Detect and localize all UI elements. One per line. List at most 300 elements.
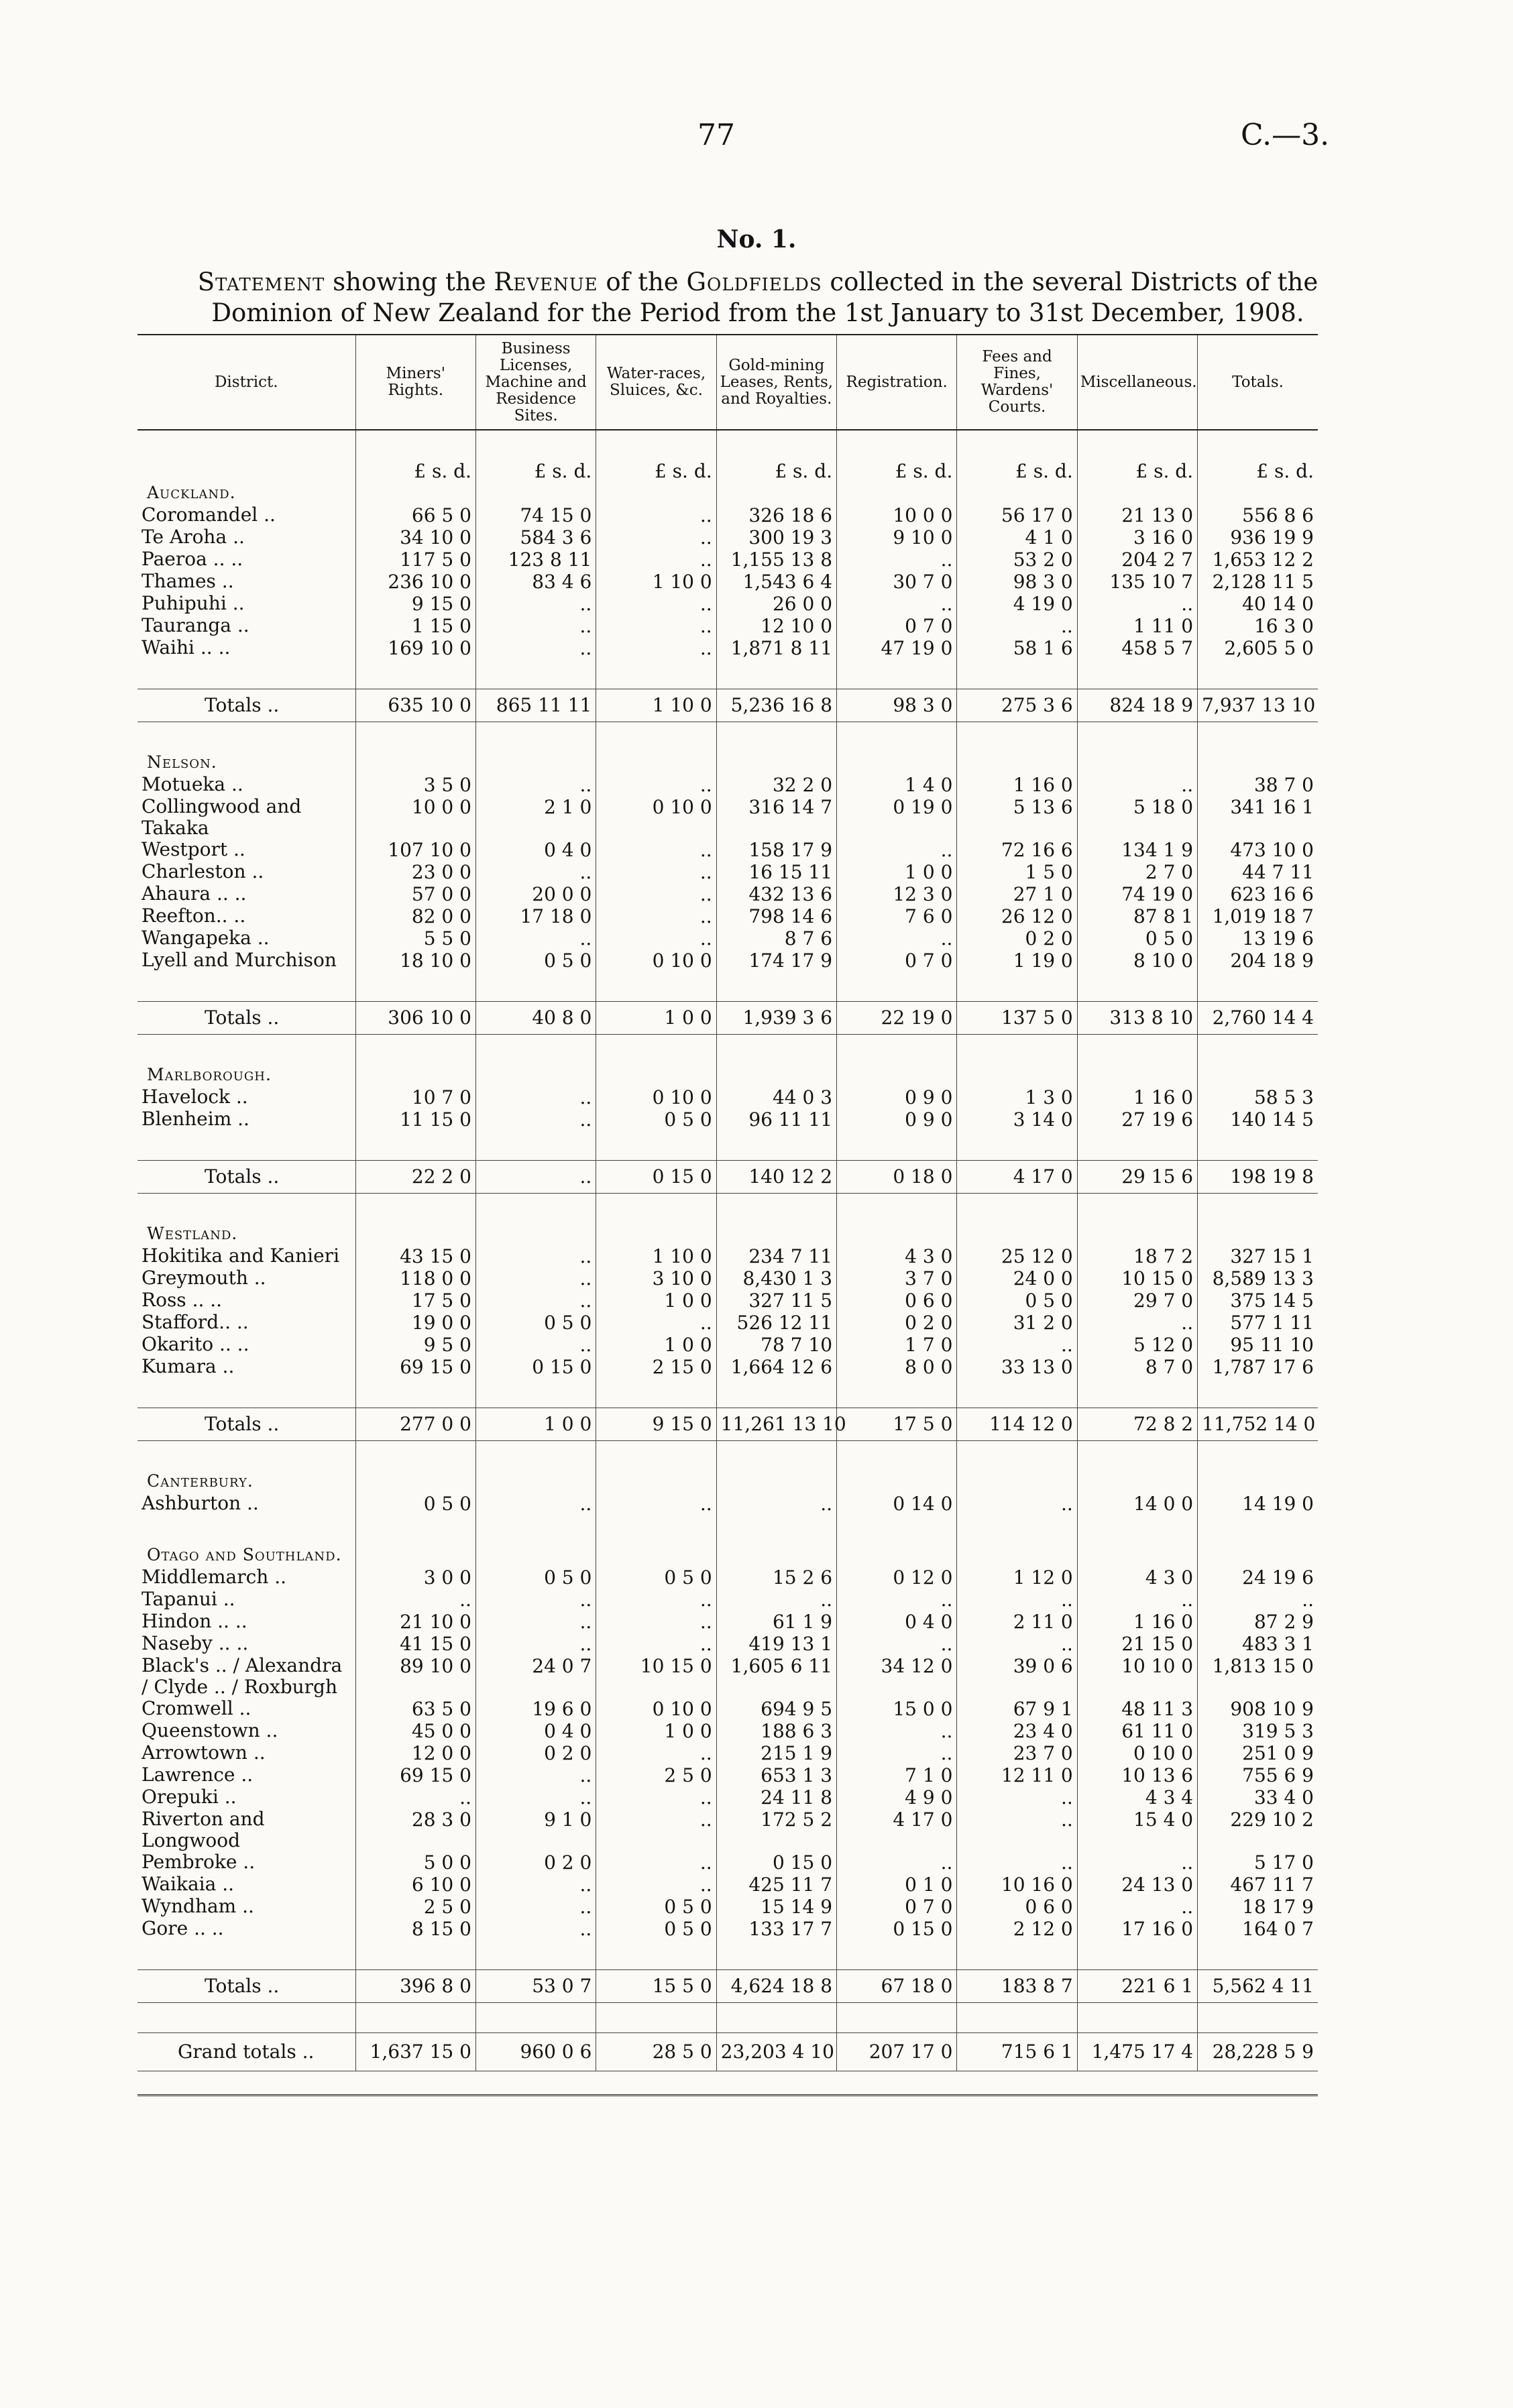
amount-cell	[837, 1223, 957, 1245]
amount-cell: 5 17 0	[1253, 1851, 1314, 1874]
amount-cell: 69 15 0	[355, 1356, 475, 1378]
amount-cell: ..	[475, 1633, 596, 1655]
amount-cell: 0 4 0	[837, 1611, 957, 1633]
table-row	[137, 796, 1318, 839]
amount-cell: ..	[355, 1589, 475, 1611]
column-header: Water-races, Sluices, &c.	[596, 335, 716, 430]
amount-cell: 198 19 8	[1198, 1161, 1318, 1194]
district-cell: Middlemarch ..	[137, 1566, 355, 1589]
bottom-rule	[137, 2094, 1318, 2096]
amount-cell	[837, 1471, 957, 1493]
amount-cell	[716, 1131, 836, 1161]
table-row	[137, 1086, 1318, 1108]
spacer-row	[137, 2003, 1318, 2033]
amount-cell: 21 15 0	[1077, 1633, 1197, 1655]
table-header-row	[137, 335, 1318, 430]
amount-cell	[957, 1223, 1077, 1245]
amount-cell	[716, 659, 836, 689]
amount-cell: ..	[596, 927, 716, 950]
amount-cell: 1,637 15 0	[355, 2033, 475, 2071]
table-row	[137, 1742, 1318, 1764]
district-cell	[137, 460, 355, 482]
amount-cell: 7,937 13 10	[1198, 689, 1318, 722]
amount-cell: 204 2 7	[1077, 549, 1197, 571]
amount-cell: 960 0 6	[475, 2033, 596, 2071]
amount-cell: 47 19 0	[837, 637, 957, 659]
district-cell: Okarito .. ..	[137, 1334, 355, 1356]
amount-cell	[957, 752, 1077, 774]
amount-cell: 1 16 0	[957, 774, 1077, 796]
amount-cell: 13 19 6	[1242, 927, 1314, 950]
amount-cell: 8,589 13 3	[1212, 1267, 1314, 1289]
amount-cell: 61 11 0	[1077, 1720, 1197, 1742]
amount-cell: 28 5 0	[596, 2033, 716, 2071]
amount-cell: 24 11 8	[716, 1786, 836, 1809]
amount-cell	[1077, 1471, 1197, 1493]
amount-cell: ..	[1077, 774, 1197, 796]
table-row	[137, 1809, 1318, 1851]
district-cell: Wyndham ..	[137, 1896, 355, 1918]
amount-cell: ..	[837, 1589, 957, 1611]
amount-cell: ..	[596, 637, 716, 659]
amount-cell: 11 15 0	[355, 1108, 475, 1131]
amount-cell: 58 1 6	[957, 637, 1077, 659]
amount-cell: ..	[837, 1851, 957, 1874]
table-row	[137, 1334, 1318, 1356]
spacer-row	[137, 1194, 1318, 1224]
amount-cell: 0 14 0	[837, 1493, 957, 1515]
table-row	[137, 1918, 1318, 1940]
amount-cell: 1 10 0	[596, 1245, 716, 1267]
amount-cell	[1077, 659, 1197, 689]
amount-cell: 1,155 13 8	[716, 549, 836, 571]
amount-cell: 20 0 0	[475, 883, 596, 905]
amount-cell: 207 17 0	[837, 2033, 957, 2071]
amount-cell	[596, 1035, 716, 1065]
amount-cell	[1198, 1378, 1318, 1408]
amount-cell: ..	[1077, 1312, 1197, 1334]
amount-cell	[1077, 1378, 1197, 1408]
amount-cell: 2 12 0	[957, 1918, 1077, 1940]
amount-cell: 19 0 0	[355, 1312, 475, 1334]
amount-cell	[355, 972, 475, 1002]
district-cell: Tauranga ..	[137, 615, 355, 637]
section-heading-row	[137, 1544, 1318, 1566]
amount-cell: 34 10 0	[355, 526, 475, 549]
amount-cell	[596, 1544, 716, 1566]
amount-cell: 3 0 0	[355, 1566, 475, 1589]
amount-cell	[355, 430, 475, 460]
amount-cell: ..	[475, 1589, 596, 1611]
amount-cell: 1,543 6 4	[716, 571, 836, 593]
amount-cell: 0 7 0	[837, 1896, 957, 1918]
amount-cell: 9 15 0	[596, 1408, 716, 1441]
district-cell: Westland.	[137, 1223, 355, 1245]
spacer-row	[137, 1035, 1318, 1065]
amount-cell	[475, 482, 596, 504]
amount-cell: 0 5 0	[355, 1493, 475, 1515]
amount-cell: 1,653 12 2	[1212, 549, 1314, 571]
amount-cell	[355, 1131, 475, 1161]
amount-cell: 0 6 0	[957, 1896, 1077, 1918]
amount-cell: 25 12 0	[957, 1245, 1077, 1267]
amount-cell: 83 4 6	[475, 571, 596, 593]
amount-cell: ..	[596, 1786, 716, 1809]
district-cell: Wangapeka ..	[137, 927, 355, 950]
amount-cell	[1077, 1940, 1197, 1970]
district-cell: Reefton.. ..	[137, 905, 355, 927]
amount-cell: 0 2 0	[837, 1312, 957, 1334]
amount-cell: 2,605 5 0	[1224, 637, 1314, 659]
district-cell: Totals ..	[137, 1161, 355, 1194]
amount-cell	[716, 1035, 836, 1065]
amount-cell: £ s. d.	[716, 460, 836, 482]
amount-cell: 0 10 0	[596, 796, 716, 839]
amount-cell: 0 19 0	[837, 796, 957, 839]
grand-totals-row	[137, 2033, 1318, 2071]
amount-cell: 2 11 0	[957, 1611, 1077, 1633]
amount-cell	[596, 2003, 716, 2033]
amount-cell: ..	[475, 1918, 596, 1940]
amount-cell: 1 15 0	[355, 615, 475, 637]
amount-cell: ..	[957, 1493, 1077, 1515]
amount-cell: 4 3 0	[1077, 1566, 1197, 1589]
amount-cell	[1198, 1131, 1318, 1161]
amount-cell	[1198, 1515, 1318, 1544]
amount-cell	[1077, 482, 1197, 504]
amount-cell: 53 0 7	[475, 1970, 596, 2003]
amount-cell: 0 9 0	[837, 1108, 957, 1131]
amount-cell: 635 10 0	[355, 689, 475, 722]
amount-cell: 1 0 0	[596, 1720, 716, 1742]
amount-cell: 473 10 0	[1230, 839, 1314, 861]
district-cell: Arrowtown ..	[137, 1742, 355, 1764]
district-cell: Otago and Southland.	[137, 1544, 355, 1566]
district-cell: Orepuki ..	[137, 1786, 355, 1809]
amount-cell	[596, 482, 716, 504]
amount-cell: 118 0 0	[355, 1267, 475, 1289]
amount-cell	[837, 430, 957, 460]
district-cell: Paeroa .. ..	[137, 549, 355, 571]
amount-cell: 5 18 0	[1077, 796, 1197, 839]
amount-cell: 0 2 0	[475, 1742, 596, 1764]
district-cell	[137, 1378, 355, 1408]
amount-cell: 23 7 0	[957, 1742, 1077, 1764]
district-cell	[137, 1441, 355, 1471]
table-row	[137, 1289, 1318, 1312]
amount-cell: 18 17 9	[1242, 1896, 1314, 1918]
amount-cell: 1 11 0	[1077, 615, 1197, 637]
table-row	[137, 615, 1318, 637]
amount-cell: ..	[475, 637, 596, 659]
amount-cell	[957, 482, 1077, 504]
amount-cell: 10 16 0	[957, 1874, 1077, 1896]
amount-cell: ..	[957, 1786, 1077, 1809]
amount-cell: 653 1 3	[716, 1764, 836, 1786]
amount-cell: 123 8 11	[475, 549, 596, 571]
district-cell: Lawrence ..	[137, 1764, 355, 1786]
amount-cell: ..	[1077, 1851, 1197, 1874]
amount-cell: 135 10 7	[1077, 571, 1197, 593]
amount-cell	[716, 2003, 836, 2033]
column-header: Gold-mining Leases, Rents, and Royalties.	[716, 335, 836, 430]
title-word-revenue: Revenue	[494, 268, 598, 296]
district-cell: Nelson.	[137, 752, 355, 774]
district-cell: Te Aroha ..	[137, 526, 355, 549]
amount-cell: 1,019 18 7	[1212, 905, 1314, 927]
amount-cell: ..	[475, 1874, 596, 1896]
district-cell: Hindon .. ..	[137, 1611, 355, 1633]
amount-cell: 17 18 0	[475, 905, 596, 927]
amount-cell	[475, 2003, 596, 2033]
table-row	[137, 1611, 1318, 1633]
amount-cell: 432 13 6	[716, 883, 836, 905]
amount-cell: 7 1 0	[837, 1764, 957, 1786]
amount-cell: 0 5 0	[596, 1108, 716, 1131]
district-cell: Westport ..	[137, 839, 355, 861]
amount-cell: 23 0 0	[355, 861, 475, 883]
amount-cell: 18 7 2	[1077, 1245, 1197, 1267]
amount-cell	[475, 752, 596, 774]
amount-cell: 14 0 0	[1077, 1493, 1197, 1515]
amount-cell	[596, 1194, 716, 1224]
amount-cell: ..	[837, 839, 957, 861]
amount-cell	[355, 482, 475, 504]
amount-cell	[716, 1471, 836, 1493]
amount-cell: 28 3 0	[355, 1809, 475, 1851]
amount-cell: 10 0 0	[837, 504, 957, 526]
column-header: District.	[137, 335, 355, 430]
amount-cell: ..	[716, 1493, 836, 1515]
amount-cell: 9 1 0	[475, 1809, 596, 1851]
amount-cell: 623 16 6	[1230, 883, 1314, 905]
amount-cell	[837, 1064, 957, 1086]
amount-cell: 1,605 6 11	[716, 1655, 836, 1698]
district-cell: Havelock ..	[137, 1086, 355, 1108]
amount-cell: £ s. d.	[1077, 460, 1197, 482]
amount-cell: 82 0 0	[355, 905, 475, 927]
amount-cell: 32 2 0	[716, 774, 836, 796]
amount-cell: 1 0 0	[837, 861, 957, 883]
district-cell: Totals ..	[137, 1002, 355, 1035]
amount-cell	[596, 1441, 716, 1471]
amount-cell: ..	[837, 549, 957, 571]
amount-cell	[355, 1515, 475, 1544]
amount-cell: ..	[837, 593, 957, 615]
amount-cell: 1 4 0	[837, 774, 957, 796]
district-cell: Collingwood and Takaka	[137, 796, 355, 839]
amount-cell: ..	[957, 1851, 1077, 1874]
district-cell: Ross .. ..	[137, 1289, 355, 1312]
amount-cell: ..	[837, 1720, 957, 1742]
amount-cell: ..	[596, 905, 716, 927]
amount-cell	[475, 1441, 596, 1471]
amount-cell: £ s. d.	[837, 460, 957, 482]
amount-cell: 24 19 6	[1242, 1566, 1314, 1589]
statement-title	[137, 267, 1378, 329]
table-row	[137, 1589, 1318, 1611]
amount-cell	[1077, 1515, 1197, 1544]
amount-cell: 9 10 0	[837, 526, 957, 549]
amount-cell: ..	[475, 927, 596, 950]
amount-cell	[957, 430, 1077, 460]
amount-cell: 158 17 9	[716, 839, 836, 861]
table-row	[137, 637, 1318, 659]
amount-cell: 824 18 9	[1077, 689, 1197, 722]
amount-cell: 15 0 0	[837, 1698, 957, 1720]
amount-cell: 2 1 0	[475, 796, 596, 839]
amount-cell	[475, 1544, 596, 1566]
amount-cell: 188 6 3	[716, 1720, 836, 1742]
amount-cell: 0 7 0	[837, 950, 957, 972]
amount-cell: ..	[475, 1161, 596, 1194]
district-cell: Naseby .. ..	[137, 1633, 355, 1655]
amount-cell: ..	[475, 774, 596, 796]
column-header: Registration.	[837, 335, 957, 430]
district-cell: Ahaura .. ..	[137, 883, 355, 905]
district-cell: Totals ..	[137, 689, 355, 722]
district-cell	[137, 722, 355, 752]
amount-cell: 61 1 9	[716, 1611, 836, 1633]
amount-cell	[1077, 2003, 1197, 2033]
amount-cell: 306 10 0	[355, 1002, 475, 1035]
amount-cell: 12 3 0	[837, 883, 957, 905]
title-text-2: of the	[598, 268, 687, 296]
amount-cell: 23,203 4 10	[716, 2033, 836, 2071]
table-row	[137, 861, 1318, 883]
amount-cell: 5,236 16 8	[716, 689, 836, 722]
table-row	[137, 905, 1318, 927]
column-header: Fees and Fines, Wardens' Courts.	[957, 335, 1077, 430]
amount-cell: 341 16 1	[1230, 796, 1314, 818]
amount-cell: 1,787 17 6	[1212, 1356, 1314, 1378]
amount-cell: 14 19 0	[1242, 1493, 1314, 1515]
amount-cell: 0 15 0	[475, 1356, 596, 1378]
amount-cell	[1198, 1940, 1318, 1970]
amount-cell: 2 15 0	[596, 1356, 716, 1378]
amount-cell: 133 17 7	[716, 1918, 836, 1940]
amount-cell: 0 18 0	[837, 1161, 957, 1194]
amount-cell	[957, 1035, 1077, 1065]
amount-cell: ..	[596, 774, 716, 796]
district-cell: Pembroke ..	[137, 1851, 355, 1874]
amount-cell: 4 3 0	[837, 1245, 957, 1267]
amount-cell	[1198, 1064, 1318, 1086]
amount-cell: 4 3 4	[1077, 1786, 1197, 1809]
amount-cell: 1 0 0	[596, 1334, 716, 1356]
district-cell: Waikaia ..	[137, 1874, 355, 1896]
amount-cell	[1077, 1064, 1197, 1086]
amount-cell: 0 1 0	[837, 1874, 957, 1896]
section-heading-row	[137, 1223, 1318, 1245]
amount-cell: 172 5 2	[716, 1809, 836, 1851]
amount-cell: £ s. d.	[596, 460, 716, 482]
amount-cell	[1077, 722, 1197, 752]
amount-cell: 458 5 7	[1077, 637, 1197, 659]
amount-cell: 526 12 11	[716, 1312, 836, 1334]
table-row	[137, 526, 1318, 549]
district-cell: Auckland.	[137, 482, 355, 504]
amount-cell: 0 5 0	[596, 1918, 716, 1940]
amount-cell	[837, 659, 957, 689]
amount-cell	[596, 722, 716, 752]
column-header: Totals.	[1198, 335, 1318, 430]
amount-cell: 38 7 0	[1253, 774, 1314, 796]
amount-cell	[596, 1378, 716, 1408]
district-cell: Black's .. / Alexandra / Clyde .. / Roxburgh	[137, 1655, 355, 1698]
section-totals-row	[137, 1161, 1318, 1194]
amount-cell: 0 15 0	[596, 1161, 716, 1194]
amount-cell	[355, 1940, 475, 1970]
amount-cell: ..	[475, 1245, 596, 1267]
amount-cell: 3 16 0	[1077, 526, 1197, 549]
amount-cell: 0 5 0	[1077, 927, 1197, 950]
amount-cell	[957, 972, 1077, 1002]
amount-cell	[716, 1064, 836, 1086]
amount-cell	[957, 1441, 1077, 1471]
amount-cell: 74 19 0	[1077, 883, 1197, 905]
amount-cell: ..	[596, 504, 716, 526]
amount-cell	[957, 1544, 1077, 1566]
title-word-statement: Statement	[197, 268, 325, 296]
amount-cell: 1,813 15 0	[1212, 1655, 1314, 1677]
amount-cell: ..	[1077, 1589, 1197, 1611]
amount-cell	[1198, 430, 1318, 460]
amount-cell: 277 0 0	[355, 1408, 475, 1441]
amount-cell: 313 8 10	[1077, 1002, 1197, 1035]
amount-cell: 33 13 0	[957, 1356, 1077, 1378]
amount-cell: 327 15 1	[1230, 1245, 1314, 1267]
amount-cell	[475, 1131, 596, 1161]
amount-cell	[957, 659, 1077, 689]
amount-cell: 56 17 0	[957, 504, 1077, 526]
column-header: Business Licenses, Machine and Residence Sites.	[475, 335, 596, 430]
amount-cell	[475, 1471, 596, 1493]
amount-cell	[475, 1378, 596, 1408]
amount-cell: 98 3 0	[957, 571, 1077, 593]
amount-cell	[716, 1194, 836, 1224]
amount-cell: 27 1 0	[957, 883, 1077, 905]
amount-cell	[1198, 2003, 1318, 2033]
amount-cell: 183 8 7	[957, 1970, 1077, 2003]
amount-cell: 577 1 11	[1230, 1312, 1314, 1334]
amount-cell: 1,475 17 4	[1077, 2033, 1197, 2071]
amount-cell: 29 15 6	[1077, 1161, 1197, 1194]
district-cell	[137, 972, 355, 1002]
amount-cell: 27 19 6	[1077, 1108, 1197, 1131]
table-row	[137, 1764, 1318, 1786]
amount-cell: 72 8 2	[1077, 1408, 1197, 1441]
amount-cell: 5,562 4 11	[1198, 1970, 1318, 2003]
amount-cell: 34 12 0	[837, 1655, 957, 1698]
amount-cell	[1077, 430, 1197, 460]
amount-cell	[355, 659, 475, 689]
amount-cell	[596, 1064, 716, 1086]
district-cell: Kumara ..	[137, 1356, 355, 1378]
document-number: No. 1.	[716, 225, 797, 253]
amount-cell	[716, 972, 836, 1002]
amount-cell	[837, 1035, 957, 1065]
amount-cell: 1,871 8 11	[716, 637, 836, 659]
amount-cell: ..	[957, 1633, 1077, 1655]
table-row	[137, 1493, 1318, 1515]
amount-cell: 63 5 0	[355, 1698, 475, 1720]
amount-cell	[957, 1378, 1077, 1408]
amount-cell: 467 11 7	[1230, 1874, 1314, 1896]
amount-cell	[1198, 482, 1318, 504]
amount-cell: 4 19 0	[957, 593, 1077, 615]
amount-cell: 4 9 0	[837, 1786, 957, 1809]
